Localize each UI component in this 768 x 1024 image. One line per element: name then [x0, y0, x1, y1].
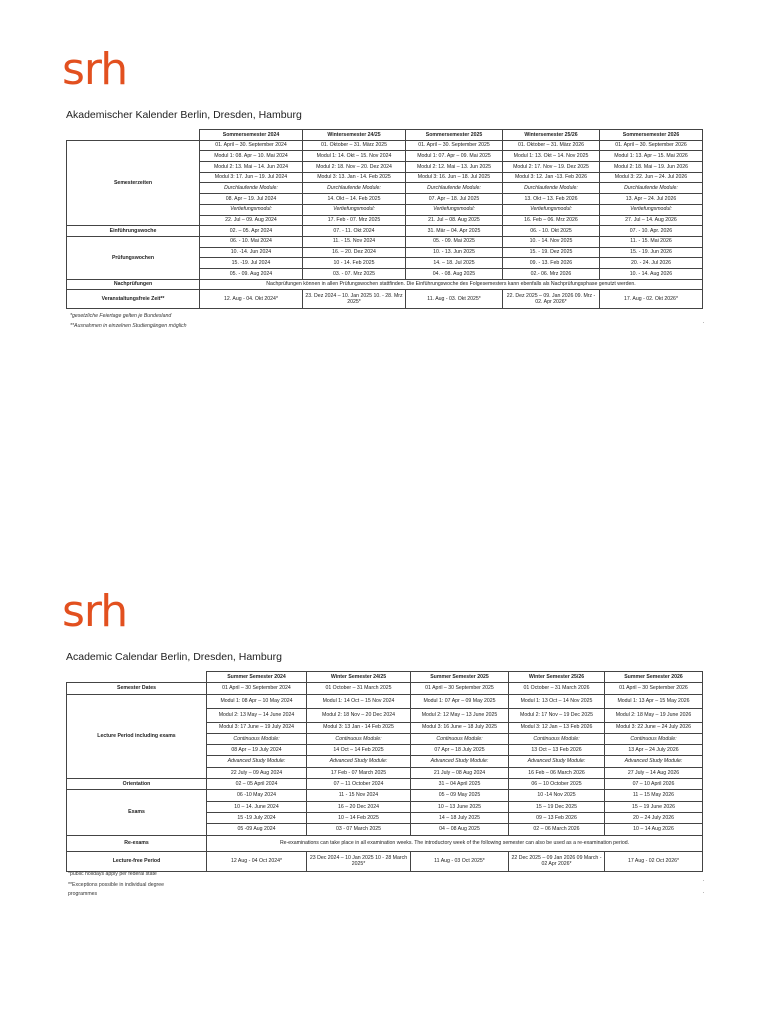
table-cell: Vertiefungsmodul:: [303, 204, 406, 215]
table-cell: Vertiefungsmodul:: [406, 204, 503, 215]
calendar-table-de: [66, 129, 703, 309]
table-cell: 10 - 14. Feb 2025: [303, 258, 406, 269]
table-cell: 01. Oktober – 31. März 2025: [303, 140, 406, 151]
table-cell: Modul 3: 22. Jun – 24. Jul 2026: [600, 172, 703, 183]
row-label-semesterzeiten: Semesterzeiten: [67, 140, 200, 226]
table-cell: Modul 1: 07. Apr – 09. Mai 2025: [406, 151, 503, 162]
table-cell: 10. - 14. Aug 2026: [600, 268, 703, 279]
footnote: *gesetzliche Feiertage gelten je Bundesland: [70, 313, 172, 319]
table-row: [67, 683, 703, 694]
table-cell: Modul 3: 13 Jan - 14 Feb 2025: [307, 722, 411, 733]
table-cell: 12 Aug - 04 Oct 2024*: [207, 851, 307, 871]
table-cell: 14. – 18. Jul 2025: [406, 258, 503, 269]
header-cell: Wintersemester 25/26: [503, 130, 600, 141]
table-cell: Modul 2: 17 Nov – 19 Dec 2025: [509, 708, 605, 722]
table-cell: Modul 2: 13 May – 14 June 2024: [207, 708, 307, 722]
header-corner: [67, 672, 207, 683]
table-cell: 01. Oktober – 31. März 2026: [503, 140, 600, 151]
table-cell: 04. - 08. Aug 2025: [406, 268, 503, 279]
table-cell: 17. Feb - 07. Mrz 2025: [303, 215, 406, 226]
header-cell: Summer Semester 2026: [605, 672, 703, 683]
page-title-de: Akademischer Kalender Berlin, Dresden, Hamburg: [66, 109, 302, 121]
header-cell: Sommersemester 2025: [406, 130, 503, 141]
table-cell: 01 April – 30 September 2025: [411, 683, 509, 694]
table-cell: Continuous Module:: [307, 733, 411, 744]
table-cell: 09 – 13 Feb 2026: [509, 812, 605, 823]
table-cell: Modul 1: 08. Apr – 10. Mai 2024: [200, 151, 303, 162]
table-cell: 27. Jul – 14. Aug 2026: [600, 215, 703, 226]
table-cell: Advanced Study Module:: [307, 756, 411, 767]
table-cell: 15 – 19 Dec 2025: [509, 801, 605, 812]
table-cell: 10 – 14 Aug 2026: [605, 824, 703, 835]
table-cell: 14. Okt – 14. Feb 2025: [303, 194, 406, 205]
table-header-row: [67, 672, 703, 683]
scan-dot: [703, 322, 704, 323]
table-cell: 07 – 11 October 2024: [307, 779, 411, 790]
table-cell: 13 Oct – 13 Feb 2026: [509, 745, 605, 756]
row-label-reexams: Re-exams: [67, 835, 207, 851]
table-row: [67, 140, 703, 151]
table-cell: 07. Apr – 18. Jul 2025: [406, 194, 503, 205]
table-cell: 10 -14 Nov 2025: [509, 790, 605, 801]
table-cell: 14 Oct – 14 Feb 2025: [307, 745, 411, 756]
table-cell: 03 - 07 March 2025: [307, 824, 411, 835]
table-cell: 16. – 20. Dez 2024: [303, 247, 406, 258]
table-cell: 05. - 09. Aug 2024: [200, 268, 303, 279]
srh-logo: srh: [62, 44, 128, 95]
table-cell: 10. - 14. Nov 2025: [503, 236, 600, 247]
calendar-table-en: [66, 671, 703, 872]
table-cell: 02 – 05 April 2024: [207, 779, 307, 790]
table-cell: 17 Aug - 02 Oct 2026*: [605, 851, 703, 871]
header-cell: Sommersemester 2026: [600, 130, 703, 141]
footnote: *public holidays apply per federal state: [68, 871, 157, 877]
table-cell: 23 Dec 2024 – 10 Jan 2025 10 - 28 March 2025*: [307, 851, 411, 871]
table-cell: 11 Aug - 03 Oct 2025*: [411, 851, 509, 871]
table-cell: 01. April – 30. September 2026: [600, 140, 703, 151]
table-cell: 20 – 24 July 2026: [605, 812, 703, 823]
footnote: **Exceptions possible in individual degree programmes: [68, 882, 165, 897]
table-cell: 05. - 09. Mai 2025: [406, 236, 503, 247]
header-cell: Sommersemester 2024: [200, 130, 303, 141]
table-row: [67, 290, 703, 309]
table-cell: Modul 3: 12 Jan – 13 Feb 2026: [509, 722, 605, 733]
table-cell: Advanced Study Module:: [509, 756, 605, 767]
table-row: [67, 790, 703, 801]
table-cell: 01 April – 30 September 2024: [207, 683, 307, 694]
table-cell: 10 – 14. June 2024: [207, 801, 307, 812]
table-cell: 13. Apr – 24. Jul 2026: [600, 194, 703, 205]
table-cell: 15 – 19 June 2026: [605, 801, 703, 812]
table-cell: Advanced Study Module:: [207, 756, 307, 767]
table-row: [67, 835, 703, 851]
table-cell: Modul 1: 14. Okt – 15. Nov 2024: [303, 151, 406, 162]
table-cell: Durchlaufende Module:: [200, 183, 303, 194]
table-cell: Durchlaufende Module:: [600, 183, 703, 194]
table-cell: Continuous Module:: [605, 733, 703, 744]
table-cell: Modul 1: 13 Apr – 15 May 2026: [605, 694, 703, 708]
table-cell: 10 – 13 June 2025: [411, 801, 509, 812]
table-cell: Modul 3: 16 June – 18 July 2025: [411, 722, 509, 733]
table-cell: 05 – 09 May 2025: [411, 790, 509, 801]
table-cell: Durchlaufende Module:: [303, 183, 406, 194]
table-cell: Advanced Study Module:: [605, 756, 703, 767]
table-cell: 09. - 13. Feb 2026: [503, 258, 600, 269]
table-cell: 16 – 20 Dec 2024: [307, 801, 411, 812]
table-cell: Modul 2: 12. Mai – 13. Jun 2025: [406, 162, 503, 173]
table-row: [67, 779, 703, 790]
table-cell: 01 October – 31 March 2025: [307, 683, 411, 694]
table-cell: 07. - 10. Apr. 2026: [600, 226, 703, 237]
table-cell: 22. Jul – 09. Aug 2024: [200, 215, 303, 226]
table-cell: Modul 3: 12. Jan -13. Feb 2026: [503, 172, 600, 183]
row-label-einfuehrungswoche: Einführungswoche: [67, 226, 200, 237]
row-label-lecture-free: Lecture-free Period: [67, 851, 207, 871]
table-cell: 23. Dez 2024 – 10. Jan 2025 10. - 28. Mrz 2025*: [303, 290, 406, 309]
table-row: [67, 226, 703, 237]
table-cell: Vertiefungsmodul:: [503, 204, 600, 215]
row-label-nachpruefungen: Nachprüfungen: [67, 279, 200, 290]
row-label-orientation: Orientation: [67, 779, 207, 790]
table-cell: 05 -09 Aug 2024: [207, 824, 307, 835]
table-cell: 17. Aug - 02. Okt 2026*: [600, 290, 703, 309]
table-cell: 12. Aug - 04. Okt 2024*: [200, 290, 303, 309]
table-cell: 11. Aug - 03. Okt 2025*: [406, 290, 503, 309]
table-cell: 01 April – 30 September 2026: [605, 683, 703, 694]
table-cell: Modul 3: 17 June – 19 July 2024: [207, 722, 307, 733]
table-cell: 11 - 15 Nov 2024: [307, 790, 411, 801]
table-row: [67, 851, 703, 871]
table-cell: 04 – 08 Aug 2025: [411, 824, 509, 835]
table-cell: 03. - 07. Mrz 2025: [303, 268, 406, 279]
table-cell: 14 – 18 July 2025: [411, 812, 509, 823]
header-cell: Summer Semester 2024: [207, 672, 307, 683]
table-cell: Modul 2: 17. Nov – 19. Dez 2025: [503, 162, 600, 173]
row-label-semester-dates: Semester Dates: [67, 683, 207, 694]
nachpruefungen-text: Nachprüfungen können in allen Prüfungswochen stattfinden. Die Einführungswoche des Folgesemesters kann ebenfalls als Nachprüfungsphase genutzt werden.: [200, 279, 703, 290]
table-cell: 15. - 19. Dez 2025: [503, 247, 600, 258]
table-cell: Continuous Module:: [207, 733, 307, 744]
table-cell: 22. Dez 2025 – 09. Jan 2026 09. Mrz - 02. Apr 2026*: [503, 290, 600, 309]
header-corner: [67, 130, 200, 141]
table-cell: 27 July – 14 Aug 2026: [605, 767, 703, 778]
table-cell: Modul 2: 18 May – 19 June 2026: [605, 708, 703, 722]
table-cell: Modul 3: 17. Jun – 19. Jul 2024: [200, 172, 303, 183]
table-cell: Modul 3: 22 June – 24 July 2026: [605, 722, 703, 733]
table-cell: 20. - 24. Jul 2026: [600, 258, 703, 269]
scan-dot: [703, 880, 704, 881]
table-cell: Modul 1: 08 Apr – 10 May 2024: [207, 694, 307, 708]
table-cell: 07. - 11. Okt 2024: [303, 226, 406, 237]
page-title-en: Academic Calendar Berlin, Dresden, Hamburg: [66, 651, 282, 663]
table-cell: Durchlaufende Module:: [406, 183, 503, 194]
table-cell: 02. – 05. Apr 2024: [200, 226, 303, 237]
table-cell: Modul 1: 13. Apr – 15. Mai 2026: [600, 151, 703, 162]
row-label-lecture-period: Lecture Period including exams: [67, 694, 207, 778]
reexam-text: Re-examinations can take place in all examination weeks. The introductory week of the following semester can also be used as a re-examination period.: [207, 835, 703, 851]
table-cell: 10. - 13. Jun 2025: [406, 247, 503, 258]
table-cell: 07 Apr – 18 July 2025: [411, 745, 509, 756]
table-cell: 15 -19 July 2024: [207, 812, 307, 823]
table-cell: 21 July – 08 Aug 2024: [411, 767, 509, 778]
table-cell: Modul 1: 13 Oct – 14 Nov 2025: [509, 694, 605, 708]
table-cell: Modul 2: 18 Nov – 20 Dec 2024: [307, 708, 411, 722]
table-cell: Modul 2: 18. Nov – 20. Dez 2024: [303, 162, 406, 173]
table-cell: 10 – 14 Feb 2025: [307, 812, 411, 823]
table-cell: Modul 1: 14 Oct – 15 Nov 2024: [307, 694, 411, 708]
table-row: [67, 694, 703, 708]
row-label-pruefungswochen: Prüfungswochen: [67, 236, 200, 279]
table-cell: Continuous Module:: [411, 733, 509, 744]
srh-logo: srh: [62, 586, 128, 637]
table-cell: 07 – 10 April 2026: [605, 779, 703, 790]
header-cell: Wintersemester 24/25: [303, 130, 406, 141]
table-cell: 13 Apr – 24 July 2026: [605, 745, 703, 756]
table-cell: 06 – 10 October 2025: [509, 779, 605, 790]
table-cell: 08 Apr – 19 July 2024: [207, 745, 307, 756]
row-label-veranstaltungsfrei: Veranstaltungsfreie Zeit**: [67, 290, 200, 309]
scan-dot: [703, 892, 704, 893]
table-cell: 31 – 04 April 2025: [411, 779, 509, 790]
table-cell: 15. - 19. Jun 2026: [600, 247, 703, 258]
table-cell: 01. April – 30. September 2024: [200, 140, 303, 151]
table-cell: 22 Dec 2025 – 09 Jan 2026 09 March - 02 Apr 2026*: [509, 851, 605, 871]
table-cell: Modul 2: 18. Mai – 19. Jun 2026: [600, 162, 703, 173]
table-cell: 31. Mär – 04. Apr 2025: [406, 226, 503, 237]
table-cell: 21. Jul – 08. Aug 2025: [406, 215, 503, 226]
table-cell: Continuous Module:: [509, 733, 605, 744]
table-cell: 01 October – 31 March 2026: [509, 683, 605, 694]
table-cell: 02 – 06 March 2026: [509, 824, 605, 835]
table-cell: Advanced Study Module:: [411, 756, 509, 767]
table-cell: 11. - 15. Nov 2024: [303, 236, 406, 247]
table-cell: 22 July – 09 Aug 2024: [207, 767, 307, 778]
table-cell: 01. April – 30. September 2025: [406, 140, 503, 151]
table-cell: 15. -19. Jul 2024: [200, 258, 303, 269]
table-cell: 11. - 15. Mai 2026: [600, 236, 703, 247]
table-cell: Modul 3: 16. Jun – 18. Jul 2025: [406, 172, 503, 183]
table-cell: Modul 3: 13. Jan - 14. Feb 2025: [303, 172, 406, 183]
table-cell: Modul 1: 13. Okt – 14. Nov 2025: [503, 151, 600, 162]
table-cell: 06. - 10. Mai 2024: [200, 236, 303, 247]
table-cell: Vertiefungsmodul:: [200, 204, 303, 215]
table-cell: 02.- 06. Mrz 2026: [503, 268, 600, 279]
table-cell: 16 Feb – 06 March 2026: [509, 767, 605, 778]
table-cell: 10. -14. Jun 2024: [200, 247, 303, 258]
table-cell: 06 -10 May 2024: [207, 790, 307, 801]
table-cell: 08. Apr – 19. Jul 2024: [200, 194, 303, 205]
table-cell: 16. Feb – 06. Mrz 2026: [503, 215, 600, 226]
table-cell: 17 Feb - 07 March 2025: [307, 767, 411, 778]
header-cell: Winter Semester 24/25: [307, 672, 411, 683]
table-cell: 06. - 10. Okt 2025: [503, 226, 600, 237]
table-cell: Modul 1: 07 Apr – 09 May 2025: [411, 694, 509, 708]
header-cell: Summer Semester 2025: [411, 672, 509, 683]
table-cell: Modul 2: 12 May – 13 June 2025: [411, 708, 509, 722]
table-row: [67, 279, 703, 290]
table-cell: 13. Okt – 13. Feb 2026: [503, 194, 600, 205]
header-cell: Winter Semester 25/26: [509, 672, 605, 683]
row-label-exams: Exams: [67, 790, 207, 835]
table-cell: 11 – 15 May 2026: [605, 790, 703, 801]
footnote: **Ausnahmen in einzelnen Studiengängen möglich: [70, 323, 187, 329]
table-cell: Vertiefungsmodul:: [600, 204, 703, 215]
table-row: [67, 236, 703, 247]
table-cell: Modul 2: 13. Mai – 14. Jun 2024: [200, 162, 303, 173]
table-header-row: [67, 130, 703, 141]
table-cell: Durchlaufende Module:: [503, 183, 600, 194]
